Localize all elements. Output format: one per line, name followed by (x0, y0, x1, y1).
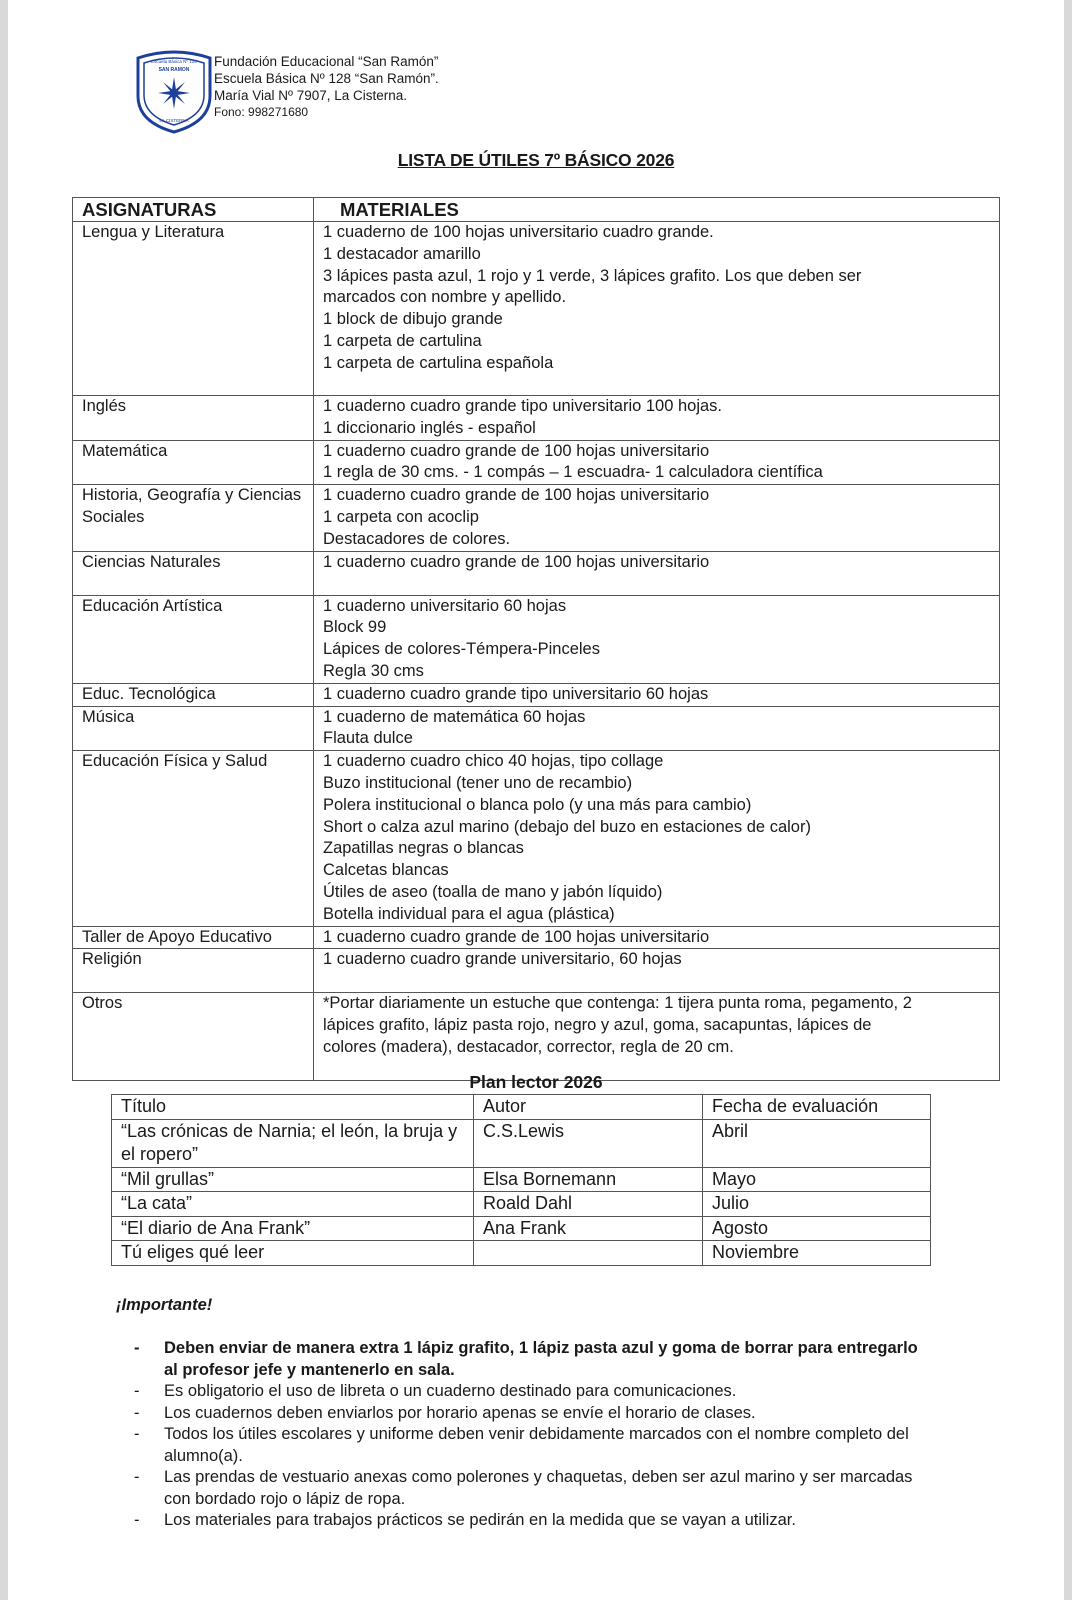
supplies-row (73, 926, 1000, 949)
material-item: Polera institucional o blanca polo (y una más para cambio) (323, 795, 752, 814)
book-author-cell: Elsa Bornemann (474, 1167, 703, 1192)
book-title-cell: Tú eliges qué leer (112, 1241, 474, 1266)
material-item: 1 carpeta con acoclip (323, 507, 479, 526)
important-heading: ¡Importante! (116, 1296, 213, 1314)
supplies-table-header (73, 198, 1000, 222)
supplies-table (72, 197, 1000, 1081)
materials-cell (314, 551, 1000, 595)
supplies-row (73, 751, 1000, 926)
evaluation-date-cell: Mayo (703, 1167, 931, 1192)
material-item: 1 cuaderno de matemática 60 hojas (323, 707, 586, 726)
material-item: 1 cuaderno cuadro grande tipo universitario 60 hojas (323, 684, 709, 703)
supplies-row (73, 993, 1000, 1081)
important-notes-list (134, 1338, 934, 1532)
reading-plan-row (112, 1241, 931, 1266)
reading-plan-row (112, 1216, 931, 1241)
materials-cell (314, 396, 1000, 441)
book-title-cell: “Mil grullas” (112, 1167, 474, 1192)
school-phone: Fono: 998271680 (214, 105, 309, 119)
material-item: Lápices de colores-Témpera-Pinceles (323, 640, 600, 659)
supplies-row (73, 485, 1000, 551)
subject-cell: Educación Artística (73, 595, 314, 683)
evaluation-date-cell: Noviembre (703, 1241, 931, 1266)
header-subjects: ASIGNATURAS (73, 198, 314, 222)
subject-cell: Religión (73, 949, 314, 993)
material-item: 1 cuaderno cuadro grande de 100 hojas universitario (323, 441, 710, 460)
school-crest-logo (134, 48, 214, 134)
reading-plan-row (112, 1167, 931, 1192)
subject-cell: Ciencias Naturales (73, 551, 314, 595)
book-author-cell (474, 1241, 703, 1266)
material-item: Buzo institucional (tener uno de recambio) (323, 773, 633, 792)
subject-cell: Otros (73, 993, 314, 1081)
material-item: Útiles de aseo (toalla de mano y jabón líquido) (323, 882, 663, 901)
book-author-cell: Roald Dahl (474, 1192, 703, 1217)
material-item: 1 cuaderno cuadro grande tipo universitario 100 hojas. (323, 397, 723, 415)
important-note: - Deben enviar de manera extra 1 lápiz grafito, 1 lápiz pasta azul y goma de borrar para entregarlo al profesor jefe y mantenerlo en sala. (134, 1338, 934, 1381)
book-title-cell: “La cata” (112, 1192, 474, 1217)
reading-plan-row (112, 1119, 931, 1167)
materials-cell (314, 485, 1000, 551)
material-item: Zapatillas negras o blancas (323, 839, 524, 858)
material-item: 1 diccionario inglés - español (323, 418, 536, 437)
subject-cell: Taller de Apoyo Educativo (73, 926, 314, 949)
foundation-name: Fundación Educacional “San Ramón” (214, 54, 439, 69)
subject-cell: Matemática (73, 440, 314, 485)
book-author-cell: Ana Frank (474, 1216, 703, 1241)
material-item: lápices grafito, lápiz pasta rojo, negro y azul, goma, sacapuntas, lápices de (323, 1016, 872, 1035)
materials-cell (314, 926, 1000, 949)
material-item: Calcetas blancas (323, 861, 449, 880)
material-item: 1 cuaderno cuadro grande de 100 hojas universitario (323, 927, 710, 946)
important-note: - Todos los útiles escolares y uniforme deben venir debidamente marcados con el nombre completo del alumno(a). (134, 1424, 934, 1467)
material-item: 1 carpeta de cartulina (323, 331, 482, 350)
materials-cell (314, 751, 1000, 926)
material-item: colores (madera), destacador, corrector, regla de 20 cm. (323, 1037, 734, 1056)
book-title-cell: “El diario de Ana Frank” (112, 1216, 474, 1241)
subject-cell: Educación Física y Salud (73, 751, 314, 926)
school-info (214, 53, 439, 121)
material-item: 1 cuaderno de 100 hojas universitario cuadro grande. (323, 223, 714, 241)
document-title: LISTA DE ÚTILES 7º BÁSICO 2026 (397, 150, 675, 170)
material-item: 1 cuaderno cuadro grande de 100 hojas universitario (323, 552, 710, 571)
material-item: 1 cuaderno cuadro chico 40 hojas, tipo collage (323, 752, 664, 771)
materials-cell (314, 993, 1000, 1081)
important-note: - Los cuadernos deben enviarlos por horario apenas se envíe el horario de clases. (134, 1403, 934, 1425)
material-item: 1 cuaderno cuadro grande de 100 hojas universitario (323, 486, 710, 505)
material-item: 1 cuaderno universitario 60 hojas (323, 596, 567, 615)
materials-cell (314, 949, 1000, 993)
material-item: 1 block de dibujo grande (323, 310, 503, 329)
document-page (8, 0, 1064, 1600)
supplies-row (73, 222, 1000, 396)
supplies-row (73, 551, 1000, 595)
supplies-row (73, 396, 1000, 441)
important-note: - Las prendas de vestuario anexas como polerones y chaquetas, deben ser azul marino y ser marcadas con bordado rojo o lápiz de ropa. (134, 1467, 934, 1510)
supplies-row (73, 706, 1000, 751)
reading-plan-header (112, 1095, 931, 1120)
school-name: Escuela Básica Nº 128 “San Ramón”. (214, 71, 439, 86)
crest-top-text: Escuela Básica Nº 128 (151, 59, 197, 64)
material-item: Regla 30 cms (323, 661, 424, 680)
supplies-row (73, 683, 1000, 706)
material-item: *Portar diariamente un estuche que contenga: 1 tijera punta roma, pegamento, 2 (323, 994, 912, 1013)
material-item: 1 regla de 30 cms. - 1 compás – 1 escuadra- 1 calculadora científica (323, 463, 823, 482)
evaluation-date-cell: Julio (703, 1192, 931, 1217)
material-item: Botella individual para el agua (plástica) (323, 904, 615, 923)
header-author: Autor (474, 1095, 703, 1120)
subject-cell: Inglés (73, 396, 314, 441)
material-item: 3 lápices pasta azul, 1 rojo y 1 verde, 3 lápices grafito. Los que deben ser (323, 266, 862, 285)
header-title: Título (112, 1095, 474, 1120)
materials-cell (314, 706, 1000, 751)
subject-cell: Lengua y Literatura (73, 222, 314, 396)
materials-cell (314, 683, 1000, 706)
material-item: 1 cuaderno cuadro grande universitario, 60 hojas (323, 950, 682, 969)
materials-cell (314, 440, 1000, 485)
crest-bottom-text: LA CISTERNA (159, 118, 189, 123)
material-item: Flauta dulce (323, 729, 413, 748)
material-item: 1 destacador amarillo (323, 244, 481, 263)
important-note: - Los materiales para trabajos prácticos se pedirán en la medida que se vayan a utilizar. (134, 1510, 934, 1532)
evaluation-date-cell: Abril (703, 1119, 931, 1167)
material-item: Destacadores de colores. (323, 529, 511, 548)
materials-cell (314, 222, 1000, 396)
book-author-cell: C.S.Lewis (474, 1119, 703, 1167)
school-address: María Vial Nº 7907, La Cisterna. (214, 88, 408, 103)
supplies-row (73, 949, 1000, 993)
supplies-row (73, 440, 1000, 485)
subject-cell: Educ. Tecnológica (73, 683, 314, 706)
important-note: - Es obligatorio el uso de libreta o un cuaderno destinado para comunicaciones. (134, 1381, 934, 1403)
materials-cell (314, 595, 1000, 683)
header-evaluation-date: Fecha de evaluación (703, 1095, 931, 1120)
book-title-cell: “Las crónicas de Narnia; el león, la bruja y el ropero” (112, 1119, 474, 1167)
material-item: Block 99 (323, 618, 387, 637)
reading-plan-table (111, 1094, 931, 1266)
crest-name-text: SAN RAMON (158, 67, 190, 73)
material-item: Short o calza azul marino (debajo del buzo en estaciones de calor) (323, 817, 811, 836)
subject-cell: Historia, Geografía y Ciencias Sociales (73, 485, 314, 551)
reading-plan-title: Plan lector 2026 (469, 1072, 603, 1092)
subject-cell: Música (73, 706, 314, 751)
reading-plan-row (112, 1192, 931, 1217)
header-materials: MATERIALES (314, 198, 1000, 222)
evaluation-date-cell: Agosto (703, 1216, 931, 1241)
supplies-row (73, 595, 1000, 683)
material-item: 1 carpeta de cartulina española (323, 353, 554, 372)
material-item: marcados con nombre y apellido. (323, 288, 567, 307)
